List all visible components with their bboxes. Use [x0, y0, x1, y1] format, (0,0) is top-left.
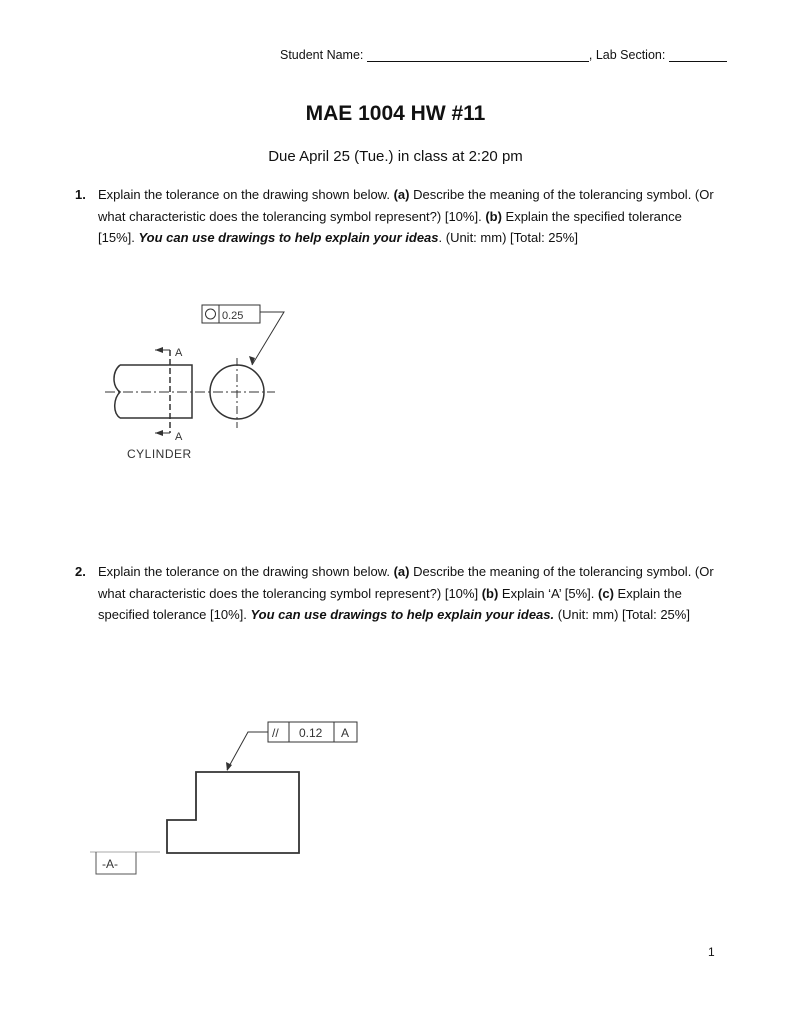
question-2 [75, 561, 715, 626]
q1-part-a: (a) [393, 187, 410, 202]
page-number: 1 [708, 945, 715, 959]
q1-text: Explain the specified tolerance [15%]. [98, 208, 682, 246]
tolerance-value: 0.12 [299, 726, 323, 740]
q2-text: Describe the meaning of the tolerancing symbol. (Or what characteristic does the tolerancing symbol represent?) [10%] [98, 564, 714, 601]
q2-text: Explain the specified tolerance [10%]. [98, 585, 682, 623]
question-number: 2. [75, 564, 86, 579]
q2-part-a: (a) [393, 564, 410, 579]
q2-text: Explain the tolerance on the drawing shown below. [98, 564, 394, 579]
q1-part-b: (b) [485, 208, 502, 224]
figure-caption: CYLINDER [127, 447, 192, 461]
tolerance-value: 0.25 [222, 310, 244, 322]
q1-text: Explain the tolerance on the drawing shown below. [98, 187, 394, 202]
q2-text: (Unit: mm) [Total: 25%] [554, 607, 690, 623]
circularity-icon [206, 309, 216, 319]
due-date: Due April 25 (Tue.) in class at 2:20 pm [268, 148, 523, 165]
section-label: A [175, 347, 183, 359]
parallelism-icon: // [272, 726, 279, 740]
page-title: MAE 1004 HW #11 [305, 102, 486, 125]
q1-hint: You can use drawings to help explain your ideas [138, 230, 439, 246]
q2-text: Explain ‘A’ [5%]. [498, 585, 599, 601]
q2-hint: You can use drawings to help explain your ideas. [250, 607, 555, 623]
q1-text: . (Unit: mm) [Total: 25%] [438, 230, 578, 246]
q2-part-c: (c) [598, 585, 614, 601]
section-label: A [175, 431, 183, 443]
question-number: 1. [75, 187, 86, 202]
q1-text: Describe the meaning of the tolerancing symbol. (Or what characteristic does the tolerancing symbol represent?) [10%]. [98, 187, 714, 224]
q2-part-b: (b) [481, 585, 499, 601]
datum-reference: A [341, 726, 350, 740]
lab-section-label: , Lab Section: [588, 48, 666, 62]
student-name-label: Student Name: [280, 48, 364, 62]
datum-label: -A- [102, 857, 118, 871]
leader-line [252, 312, 284, 365]
